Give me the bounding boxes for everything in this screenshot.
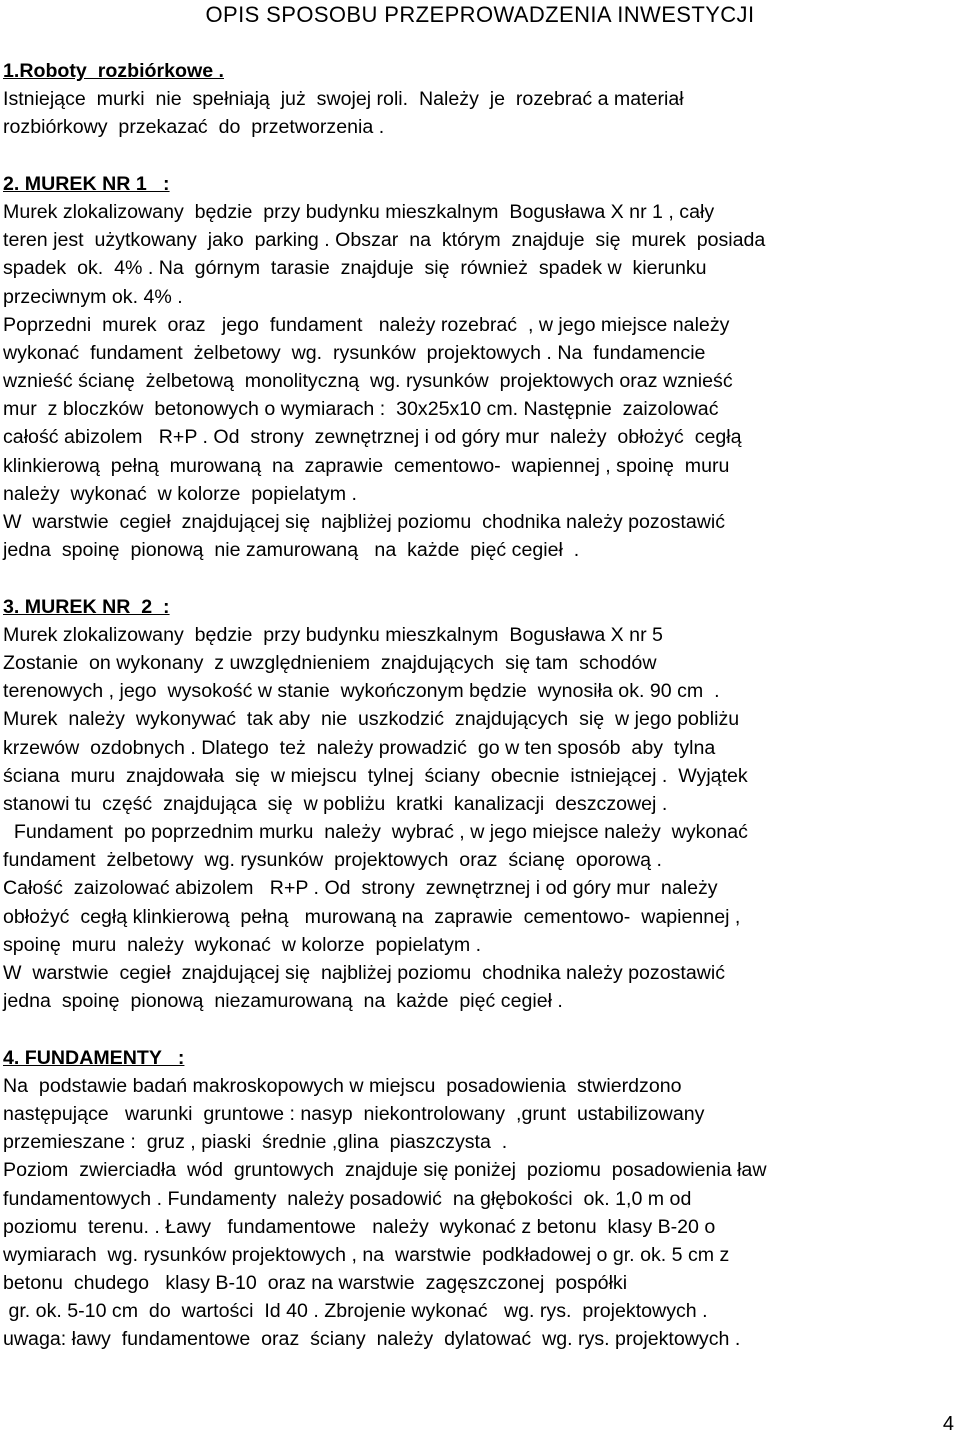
paragraph-line: mur z bloczków betonowych o wymiarach : 30x25x10 cm. Następnie zaizolować [3, 398, 719, 421]
paragraph-line: Murek zlokalizowany będzie przy budynku mieszkalnym Bogusława X nr 1 , cały [3, 200, 715, 223]
paragraph-line: W warstwie cegieł znajdującej się najbliżej poziomu chodnika należy pozostawić [3, 962, 726, 984]
paragraph-line: wznieść ścianę żelbetową monolityczną wg. rysunków projektowych oraz wznieść [3, 370, 733, 393]
section-3 [3, 593, 958, 1016]
paragraph-line: ściana muru znajdowała się w miejscu tylnej ściany obecnie istniejącej . Wyjątek [3, 764, 748, 787]
sections-container [3, 57, 958, 1354]
paragraph-line: spadek ok. 4% . Na górnym tarasie znajduje się również spadek w kierunku [3, 257, 707, 280]
paragraph-line: Całość zaizolować abizolem R+P . Od strony zewnętrznej i od góry mur należy [3, 877, 718, 900]
paragraph-line: Fundament po poprzednim murku należy wybrać , w jego miejsce należy wykonać [3, 821, 748, 844]
paragraph-line: teren jest użytkowany jako parking . Obszar na którym znajduje się murek posiada [3, 229, 766, 252]
paragraph-line: fundamentowych . Fundamenty należy posadowić na głębokości ok. 1,0 m od [3, 1187, 692, 1210]
document-body [3, 57, 958, 1354]
paragraph-line: terenowych , jego wysokość w stanie wykończonym będzie wynosiła ok. 90 cm . [3, 680, 720, 703]
paragraph-line: obłożyć cegłą klinkierową pełną murowaną na zaprawie cementowo- wapiennej , [3, 905, 741, 928]
paragraph-line: Poprzedni murek oraz jego fundament należy rozebrać , w jego miejsce należy [3, 313, 730, 336]
section-4 [3, 1044, 958, 1354]
section-2 [3, 170, 958, 565]
section-heading: 2. MUREK NR 1 : [3, 172, 170, 195]
paragraph-line: Na podstawie badań makroskopowych w miejscu posadowienia stwierdzono [3, 1074, 682, 1097]
paragraph-line: klinkierową pełną murowaną na zaprawie cementowo- wapiennej , spoinę muru [3, 454, 730, 477]
paragraph-line: spoinę muru należy wykonać w kolorze popielatym . [3, 933, 482, 956]
section-spacer [3, 142, 958, 170]
paragraph-line: wymiarach wg. rysunków projektowych , na warstwie podkładowej o gr. ok. 5 cm z [3, 1243, 730, 1266]
section-1 [3, 57, 958, 142]
document-title: OPIS SPOSOBU PRZEPROWADZENIA INWESTYCJI [205, 2, 755, 27]
paragraph-line: poziomu terenu. . Ławy fundamentowe należy wykonać z betonu klasy B-20 o [3, 1215, 716, 1238]
paragraph-line: należy wykonać w kolorze popielatym . [3, 482, 357, 505]
paragraph-line: jedna spoinę pionową nie zamurowaną na każde pięć cegieł . [3, 539, 580, 562]
section-spacer [3, 564, 958, 592]
paragraph-line: gr. ok. 5-10 cm do wartości Id 40 . Zbrojenie wykonać wg. rys. projektowych . [3, 1300, 708, 1323]
paragraph-line: Murek zlokalizowany będzie przy budynku mieszkalnym Bogusława X nr 5 [3, 623, 663, 646]
paragraph-line: całość abizolem R+P . Od strony zewnętrznej i od góry mur należy obłożyć cegłą [3, 426, 742, 449]
paragraph-line: wykonać fundament żelbetowy wg. rysunków projektowych . Na fundamencie [3, 341, 706, 364]
paragraph-line: przeciwnym ok. 4% . [3, 285, 183, 308]
paragraph-line: stanowi tu część znajdująca się w pobliżu kratki kanalizacji deszczowej . [3, 792, 668, 815]
paragraph-line: Istniejące murki nie spełniają już swojej roli. Należy je rozebrać a materiał [3, 88, 684, 111]
paragraph-line: Zostanie on wykonany z uwzględnieniem znajdujących się tam schodów [3, 651, 657, 674]
paragraph-line: krzewów ozdobnych . Dlatego też należy prowadzić go w ten sposób aby tylna [3, 736, 716, 759]
paragraph-line: jedna spoinę pionową niezamurowaną na każde pięć cegieł . [3, 990, 563, 1013]
paragraph-line: rozbiórkowy przekazać do przetworzenia . [3, 116, 385, 139]
paragraph-line: Murek należy wykonywać tak aby nie uszkodzić znajdujących się w jego pobliżu [3, 708, 740, 731]
section-heading: 1.Roboty rozbiórkowe . [3, 60, 224, 82]
section-heading: 3. MUREK NR 2 : [3, 595, 170, 618]
paragraph-line: W warstwie cegieł znajdującej się najbliżej poziomu chodnika należy pozostawić [3, 511, 726, 533]
paragraph-line: przemieszane : gruz , piaski średnie ,glina piaszczysta . [3, 1131, 508, 1154]
paragraph-line: następujące warunki gruntowe : nasyp niekontrolowany ,grunt ustabilizowany [3, 1102, 705, 1125]
paragraph-line: Poziom zwierciadła wód gruntowych znajduje się poniżej poziomu posadowienia ław [3, 1159, 767, 1182]
section-heading: 4. FUNDAMENTY : [3, 1046, 185, 1069]
paragraph-line: uwaga: ławy fundamentowe oraz ściany należy dylatować wg. rys. projektowych . [3, 1328, 741, 1351]
section-spacer [3, 1015, 958, 1043]
page-number: 4 [942, 1413, 954, 1435]
paragraph-line: fundament żelbetowy wg. rysunków projektowych oraz ścianę oporową . [3, 849, 662, 872]
paragraph-line: betonu chudego klasy B-10 oraz na warstwie zagęszczonej pospółki [3, 1272, 628, 1295]
